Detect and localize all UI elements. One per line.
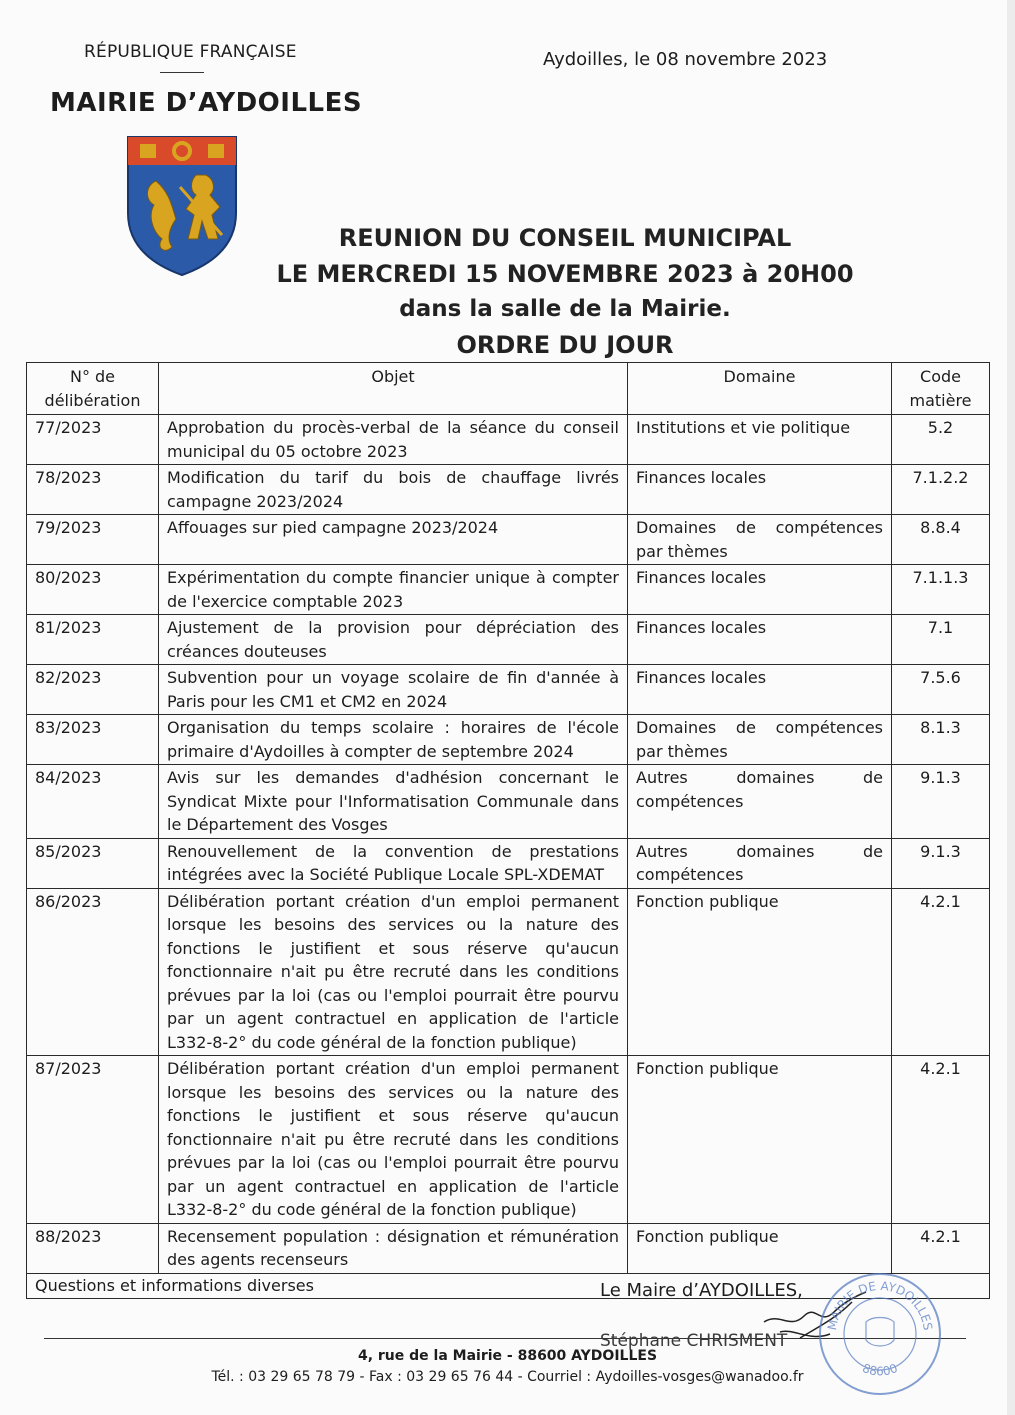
table-row xyxy=(27,665,990,715)
row-code: 4.2.1 xyxy=(892,888,990,1056)
row-objet: Ajustement de la provision pour dépréciation des créances douteuses xyxy=(159,615,628,665)
heading-rule xyxy=(160,72,204,73)
row-domaine: Fonction publique xyxy=(628,888,892,1056)
row-code: 7.1.1.3 xyxy=(892,565,990,615)
header-code xyxy=(892,363,990,415)
table-row xyxy=(27,615,990,665)
table-row xyxy=(27,565,990,615)
republique-heading: RÉPUBLIQUE FRANÇAISE xyxy=(84,42,297,62)
row-domaine: Finances locales xyxy=(628,665,892,715)
row-num: 86/2023 xyxy=(27,888,159,1056)
row-code: 4.2.1 xyxy=(892,1056,990,1224)
row-code: 8.1.3 xyxy=(892,715,990,765)
row-num: 84/2023 xyxy=(27,765,159,839)
row-code: 4.2.1 xyxy=(892,1223,990,1273)
mayor-name: Stéphane CHRISMENT xyxy=(600,1331,788,1351)
row-domaine: Finances locales xyxy=(628,615,892,665)
table-row xyxy=(27,415,990,465)
row-domaine: Autres domaines de compétences xyxy=(628,838,892,888)
row-num: 78/2023 xyxy=(27,465,159,515)
table-row xyxy=(27,888,990,1056)
date-line: Aydoilles, le 08 novembre 2023 xyxy=(543,49,828,70)
table-row xyxy=(27,465,990,515)
table-row xyxy=(27,765,990,839)
mairie-contact: Tél. : 03 29 65 78 79 - Fax : 03 29 65 76 44 - Courriel : Aydoilles-vosges@wanadoo.fr xyxy=(211,1369,804,1385)
row-objet: Modification du tarif du bois de chauffage livrés campagne 2023/2024 xyxy=(159,465,628,515)
row-domaine: Finances locales xyxy=(628,565,892,615)
table-row xyxy=(27,1223,990,1273)
row-objet: Subvention pour un voyage scolaire de fin d'année à Paris pour les CM1 et CM2 en 2024 xyxy=(159,665,628,715)
row-objet: Recensement population : désignation et rémunération des agents recenseurs xyxy=(159,1223,628,1273)
row-code: 7.1 xyxy=(892,615,990,665)
table-header-row xyxy=(27,363,990,415)
row-num: 88/2023 xyxy=(27,1223,159,1273)
stamp-emblem xyxy=(866,1318,894,1347)
row-num: 83/2023 xyxy=(27,715,159,765)
chief-gold-square-left xyxy=(140,144,156,158)
row-code: 5.2 xyxy=(892,415,990,465)
agenda-heading: ORDRE DU JOUR xyxy=(456,331,674,359)
row-domaine: Finances locales xyxy=(628,465,892,515)
stamp-bottom-path: 88600 xyxy=(860,1360,900,1379)
row-code: 9.1.3 xyxy=(892,765,990,839)
row-objet: Affouages sur pied campagne 2023/2024 xyxy=(159,515,628,565)
row-objet: Expérimentation du compte financier unique à compter de l'exercice comptable 2023 xyxy=(159,565,628,615)
stamp-top-path: MAIRIE DE AYDOILLES xyxy=(825,1278,935,1332)
row-domaine: Domaines de compétences par thèmes xyxy=(628,515,892,565)
row-num: 81/2023 xyxy=(27,615,159,665)
row-domaine: Fonction publique xyxy=(628,1056,892,1224)
table-row xyxy=(27,838,990,888)
row-num: 82/2023 xyxy=(27,665,159,715)
header-objet: Objet xyxy=(159,363,628,415)
header-domaine: Domaine xyxy=(628,363,892,415)
header-code-line2: matière xyxy=(909,391,972,410)
header-num-line2: délibération xyxy=(44,391,141,410)
agenda-table xyxy=(26,362,990,1299)
row-num: 79/2023 xyxy=(27,515,159,565)
row-domaine: Domaines de compétences par thèmes xyxy=(628,715,892,765)
page-edge xyxy=(1007,0,1015,1415)
row-objet: Délibération portant création d'un emploi permanent lorsque les besoins des services ou la nature des fonctions le justifient et sous réserve qu'aucun fonctionnaire n'ait pu être recruté dans les conditions prévues par la loi (cas ou l'emploi pourrait être pourvu par un agent contractuel en application de l'article L332-8-2° du code général de la fonction publique) xyxy=(159,1056,628,1224)
coat-of-arms-logo xyxy=(126,135,238,277)
mairie-address: 4, rue de la Mairie - 88600 AYDOILLES xyxy=(357,1348,658,1364)
header-code-line1: Code xyxy=(920,367,961,386)
row-num: 87/2023 xyxy=(27,1056,159,1224)
row-domaine: Institutions et vie politique xyxy=(628,415,892,465)
row-num: 77/2023 xyxy=(27,415,159,465)
meeting-title: REUNION DU CONSEIL MUNICIPAL xyxy=(338,224,792,252)
row-num: 85/2023 xyxy=(27,838,159,888)
row-objet: Organisation du temps scolaire : horaires de l'école primaire d'Aydoilles à compter de septembre 2024 xyxy=(159,715,628,765)
table-row xyxy=(27,515,990,565)
meeting-location: dans la salle de la Mairie. xyxy=(399,296,731,322)
row-code: 7.5.6 xyxy=(892,665,990,715)
row-objet: Délibération portant création d'un emploi permanent lorsque les besoins des services ou la nature des fonctions le justifient et sous réserve qu'aucun fonctionnaire n'ait pu être recruté dans les conditions prévues par la loi (cas ou l'emploi pourrait être pourvu par un agent contractuel en application de l'article L332-8-2° du code général de la fonction publique) xyxy=(159,888,628,1056)
row-code: 8.8.4 xyxy=(892,515,990,565)
meeting-date: LE MERCREDI 15 NOVEMBRE 2023 à 20H00 xyxy=(276,260,854,288)
header-num xyxy=(27,363,159,415)
chief-gold-square-right xyxy=(208,144,224,158)
row-domaine: Fonction publique xyxy=(628,1223,892,1273)
questions-diverses: Questions et informations diverses xyxy=(27,1273,990,1299)
table-row xyxy=(27,715,990,765)
row-code: 9.1.3 xyxy=(892,838,990,888)
row-objet: Approbation du procès-verbal de la séance du conseil municipal du 05 octobre 2023 xyxy=(159,415,628,465)
row-domaine: Autres domaines de compétences xyxy=(628,765,892,839)
row-code: 7.1.2.2 xyxy=(892,465,990,515)
table-row xyxy=(27,1056,990,1224)
mairie-name: MAIRIE D’AYDOILLES xyxy=(50,88,363,118)
header-num-line1: N° de xyxy=(69,367,116,386)
row-objet: Renouvellement de la convention de prestations intégrées avec la Société Publique Locale SPL-XDEMAT xyxy=(159,838,628,888)
row-objet: Avis sur les demandes d'adhésion concernant le Syndicat Mixte pour l'Informatisation Communale dans le Département des Vosges xyxy=(159,765,628,839)
mayor-title: Le Maire d’AYDOILLES, xyxy=(600,1280,803,1301)
row-num: 80/2023 xyxy=(27,565,159,615)
